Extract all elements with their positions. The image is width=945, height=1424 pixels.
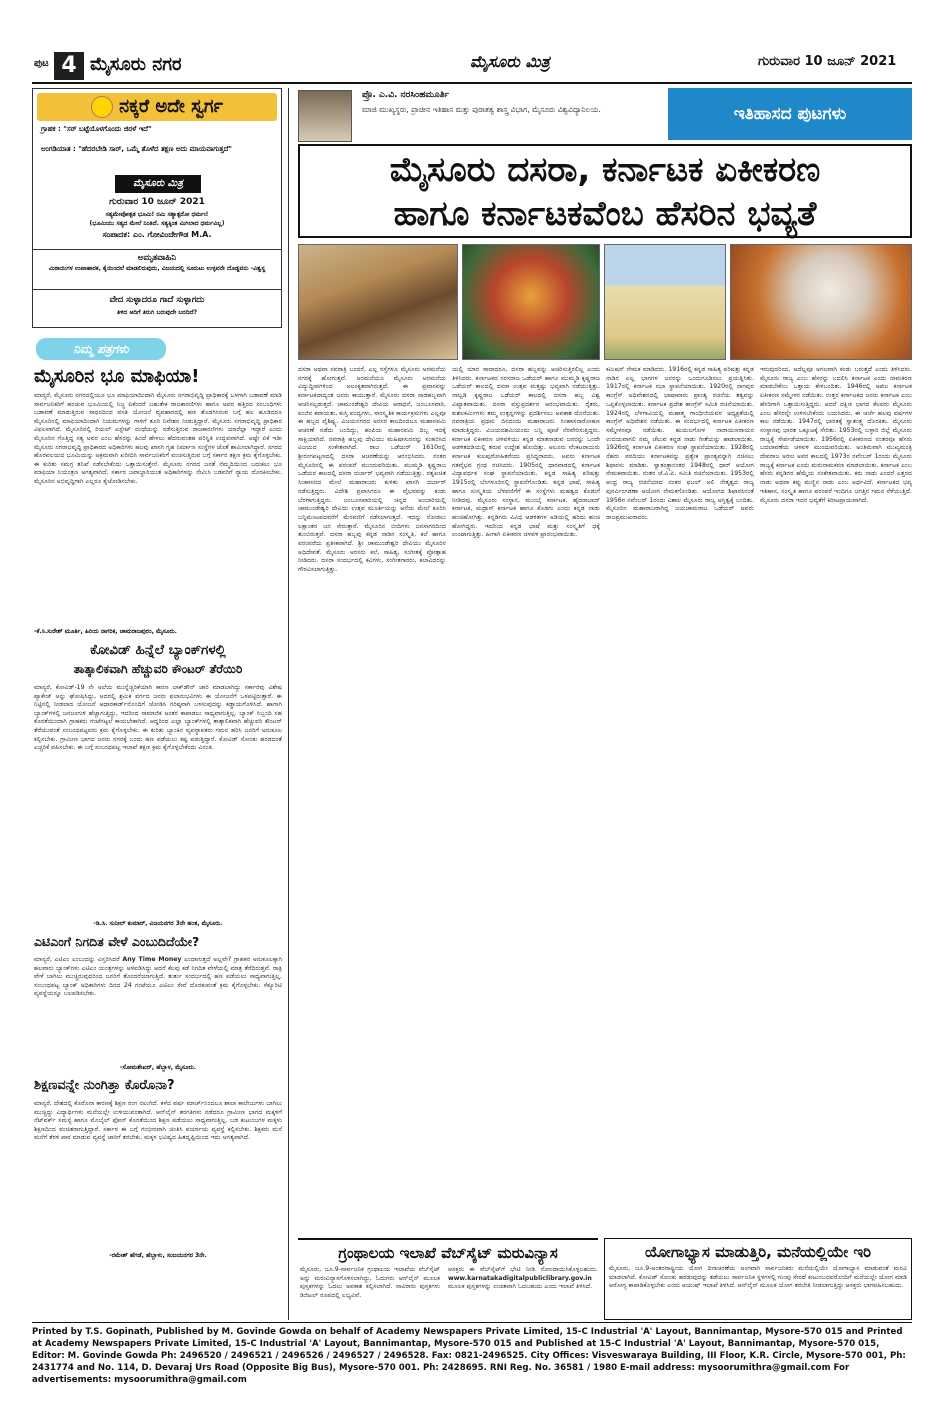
series-banner: ಇತಿಹಾಸದ ಪುಟಗಳು — [668, 88, 912, 140]
masthead: ಮೈಸೂರು ಮಿತ್ರ — [470, 52, 550, 71]
box-divider — [33, 249, 281, 250]
printer-imprint: Printed by T.S. Gopinath, Published by M. Govinde Gowda on behalf of Academy Newspapers Private Limited, 15-C Industrial 'A' Layout, Bannimantap, Mysore-570 015 and Printed at Academy Newspapers Private Limited, 15-C Industrial 'A' Layout, Bannimantap, Mysore-570 015 and Published at 15-C Industrial 'A' Layout, Bannimantap, Mysore-570 015, Editor: M. Govinde Gowda Ph: 2496520 / 2496521 / 2496526 / 2496527 / 2496528. Fax: 0821-2496525. City Offices: Visveswaraya Building, III Floor, K.R. Circle, Mysore-570 001, Ph: 2431774 and No. 114, D. Devaraj Urs Road (Opposite Big Bus), Mysore-570 001. Ph: 2428695. RNI Reg. No. 36581 / 1980 E-mail address: mysoorumithra@gmail.com For advertisements: mysoorumithra@gmail.com — [32, 1327, 906, 1385]
letter3-phrase: Any Time Money — [122, 956, 182, 963]
author-desc: ಮಾಜಿ ಮುಖ್ಯಸ್ಥರು, ಪ್ರಾಚೀನ ಇತಿಹಾಸ ಮತ್ತು ಪುರಾತತ್ವ ಶಾಸ್ತ್ರ ವಿಭಾಗ, ಮೈಸೂರು ವಿಶ್ವವಿದ್ಯಾನಿಲಯ. — [362, 105, 601, 114]
author-name: ಪ್ರೊ. ಎ.ವಿ. ನರಸಿಂಹಮೂರ್ತಿ — [362, 90, 450, 100]
article-column-2: ಯಲ್ಲಿ ಯಾರ ಸಾವಾದರೂ, ದಸರಾ ಹಬ್ಬವನ್ನು ಆಚರಿಸುತ್ತಿರಲಿಲ್ಲ ಎಂದು ತಿಳಿಸಿದರು. ಕರ್ನಾಟಕದ ಸರಸರಾಜ ಒಡೆಯರ್ ಹಾಗೂ ಮುಮ್ಮಡಿ ಕೃಷ್ಣರಾಜ ಒಡೆಯರ್ ಕಾಲದಲ್ಲಿ ದಸರಾ ಉತ್ಸವ ಮತ್ತಷ್ಟು ಭವ್ಯವಾಗಿ ನಡೆಯುತ್ತಿತ್ತು. ನಾಲ್ವಡಿ ಕೃಷ್ಣರಾಜ ಒಡೆಯರ್ ಕಾಲದಲ್ಲಿ ದಸರಾ ಹಬ್ಬ ವಿಶ್ವ ವಿಖ್ಯಾತವಾಯಿತು. ದಸರಾ ವಸ್ತುಪ್ರದರ್ಶನ ಆರಂಭವಾಯಿತು. ರೈತರು, ಕುಶಲಕರ್ಮಿಗಳು ತಮ್ಮ ಉತ್ಪನ್ನಗಳನ್ನು ಪ್ರದರ್ಶಿಸಲು ಅವಕಾಶ ದೊರೆಯಿತು. ನವರಾತ್ರಿಯ ಪ್ರಥಮ ದಿನದಂದು ಮಹಾರಾಜರು ಸಿಂಹಾಸನಾರೋಹಣ ಮಾಡುತ್ತಿದ್ದರು. ವಿಜಯದಶಮಿಯಂದು ಬನ್ನಿ ಪೂಜೆ ನೆರವೇರಿಸುತ್ತಿದ್ದರು. ಕರ್ನಾಟಕ ಏಕೀಕರಣ ಚಳವಳಿಯು ಕನ್ನಡ ಮಾತನಾಡುವ ಜನರನ್ನು ಒಂದೇ ಆಡಳಿತದಡಿಯಲ್ಲಿ ತರುವ ಉದ್ದೇಶ ಹೊಂದಿತ್ತು. ಆಲೂರು ವೆಂಕಟರಾಯರು ಕರ್ನಾಟಕ ಕುಲಪುರೋಹಿತರೆಂದು ಪ್ರಸಿದ್ಧರಾದರು. ಅವರು ಕರ್ನಾಟಕ ಗತವೈಭವ ಗ್ರಂಥ ರಚಿಸಿದರು. 1905ರಲ್ಲಿ ಧಾರವಾಡದಲ್ಲಿ ಕರ್ನಾಟಕ ವಿದ್ಯಾವರ್ಧಕ ಸಂಘ ಸ್ಥಾಪನೆಯಾಯಿತು. ಕನ್ನಡ ಸಾಹಿತ್ಯ ಪರಿಷತ್ತು 1915ರಲ್ಲಿ ಬೆಂಗಳೂರಿನಲ್ಲಿ ಸ್ಥಾಪನೆಗೊಂಡಿತು. ಕನ್ನಡ ಭಾಷೆ, ಸಾಹಿತ್ಯ ಹಾಗೂ ಸಂಸ್ಕೃತಿಯ ಬೆಳವಣಿಗೆಗೆ ಈ ಸಂಸ್ಥೆಗಳು ಮಹತ್ವದ ಕೊಡುಗೆ ನೀಡಿದವು. ಮೈಸೂರು ಸಂಸ್ಥಾನ, ಮುಂಬೈ ಕರ್ನಾಟಕ, ಹೈದರಾಬಾದ್ ಕರ್ನಾಟಕ, ಮದ್ರಾಸ್ ಕರ್ನಾಟಕ ಹಾಗೂ ಕೊಡಗು ಎಂದು ಕನ್ನಡ ನಾಡು ಹಂಚಿಹೋಗಿತ್ತು. ಕನ್ನಡಿಗರು ವಿವಿಧ ಆಡಳಿತಗಳ ಅಡಿಯಲ್ಲಿ ಹರಿದು ಹಂಚಿ ಹೋಗಿದ್ದರು. ಇದರಿಂದ ಕನ್ನಡ ಭಾಷೆ ಮತ್ತು ಸಂಸ್ಕೃತಿಗೆ ಧಕ್ಕೆ ಉಂಟಾಗುತ್ತಿತ್ತು. ಹೀಗಾಗಿ ಏಕೀಕರಣ ಚಳವಳಿ ಪ್ರಾರಂಭವಾಯಿತು. — [452, 366, 600, 539]
issue-date: ಗುರುವಾರ 10 ಜೂನ್ 2021 — [758, 54, 897, 69]
column-divider — [288, 88, 289, 1320]
article-column-1: ದಸರಾ ಅಥವಾ ನವರಾತ್ರಿ ಬಂದರೆ, ಎಲ್ಲ ರಸ್ತೆಗಳೂ ಮೈಸೂರು ಅರಮನೆಯ ನಗರಕ್ಕೆ ಹೋಗುತ್ತವೆ. ಅರಮನೆಯೂ ಮೈಸೂರು ಅರಮನೆಯ ವಿದ್ಯುದ್ದೀಪಗಳಿಂದ ಅಲಂಕೃತವಾಗಿರುತ್ತದೆ. ಈ ಪ್ರವಾಸವನ್ನು ಕರ್ನಾಟಕದಾದ್ಯಂತ ಜನರು ಕಾಯುತ್ತಾರೆ. ಮೈಸೂರು ದಸರಾ ನಾಡಹಬ್ಬವಾಗಿ ಆಚರಿಸಲ್ಪಡುತ್ತದೆ. ಚಾಮುಂಡೇಶ್ವರಿ ದೇವಿಯ ಆರಾಧನೆ, ಜಂಬೂಸವಾರಿ, ಪಂಜಿನ ಕವಾಯತು, ಕುಸ್ತಿ ಪಂದ್ಯಗಳು, ಸಾಂಸ್ಕೃತಿಕ ಕಾರ್ಯಕ್ರಮಗಳು ಎಲ್ಲವೂ ಈ ಹಬ್ಬದ ವೈಶಿಷ್ಟ್ಯ. ವಿಜಯನಗರದ ಅರಸರ ಕಾಲದಿಂದಲೂ ಮಹಾನವಮಿ ಆಚರಣೆ ನಡೆದು ಬಂದಿದ್ದು, ಹಂಪಿಯ ಮಹಾನವಮಿ ದಿಬ್ಬ ಇದಕ್ಕೆ ಸಾಕ್ಷಿಯಾಗಿದೆ. ನವರಾತ್ರಿ ಹಬ್ಬವು ದೇವಿಯು ಮಹಿಷಾಸುರನನ್ನು ಸಂಹರಿಸಿದ ವಿಜಯದ ಸಂಕೇತವಾಗಿದೆ. ರಾಜ ಒಡೆಯರ್ 1610ರಲ್ಲಿ ಶ್ರೀರಂಗಪಟ್ಟಣದಲ್ಲಿ ದಸರಾ ಆಚರಣೆಯನ್ನು ಆರಂಭಿಸಿದರು. ನಂತರ ಮೈಸೂರಿನಲ್ಲಿ ಈ ಪರಂಪರೆ ಮುಂದುವರಿಯಿತು. ಮುಮ್ಮಡಿ ಕೃಷ್ಣರಾಜ ಒಡೆಯರ ಕಾಲದಲ್ಲಿ ದಸರಾ ದರ್ಬಾರ್ ಭವ್ಯವಾಗಿ ನಡೆಯುತ್ತಿತ್ತು. ರತ್ನಖಚಿತ ಸಿಂಹಾಸನದ ಮೇಲೆ ಮಹಾರಾಜರು ಕುಳಿತು ಖಾಸಗಿ ದರ್ಬಾರ್ ನಡೆಸುತ್ತಿದ್ದರು. ವಿದೇಶಿ ಪ್ರವಾಸಿಗರೂ ಈ ವೈಭವವನ್ನು ಕಂಡು ಬೆರಗಾಗುತ್ತಿದ್ದರು. ಜಂಬೂಸವಾರಿಯಲ್ಲಿ ಚಿನ್ನದ ಅಂಬಾರಿಯಲ್ಲಿ ಚಾಮುಂಡೇಶ್ವರಿ ದೇವಿಯ ಉತ್ಸವ ಮೂರ್ತಿಯನ್ನು ಆನೆಯ ಮೇಲೆ ಕೂರಿಸಿ ಬನ್ನಿಮಂಟಪದವರೆಗೆ ಮೆರವಣಿಗೆ ನಡೆಸಲಾಗುತ್ತದೆ. ಇದನ್ನು ನೋಡಲು ಲಕ್ಷಾಂತರ ಜನ ಸೇರುತ್ತಾರೆ. ಮೈಸೂರಿನ ಬೀದಿಗಳು ಜನಸಾಗರದಿಂದ ತುಂಬಿರುತ್ತವೆ. ದಸರಾ ಹಬ್ಬವು ಕನ್ನಡ ನಾಡಿನ ಸಂಸ್ಕೃತಿ, ಕಲೆ ಹಾಗೂ ಪರಂಪರೆಯ ಪ್ರತೀಕವಾಗಿದೆ. ಶ್ರೀ ಚಾಮುಂಡೇಶ್ವರಿ ದೇವಿಯು ಮೈಸೂರಿನ ಅಧಿದೇವತೆ. ಮೈಸೂರು ಅರಸರು ಕಲೆ, ಸಾಹಿತ್ಯ, ಸಂಗೀತಕ್ಕೆ ಪ್ರೋತ್ಸಾಹ ನೀಡಿದರು. ದಸರಾ ಸಂದರ್ಭದಲ್ಲಿ ಕವಿಗಳು, ಸಂಗೀತಗಾರರು, ಕಲಾವಿದರನ್ನು ಗೌರವಿಸಲಾಗುತ್ತಿತ್ತು. — [298, 366, 446, 574]
letter4-body: ಮಾನ್ಯರೆ, ದೇಶದಲ್ಲಿ ಕೊರೊನಾ ಕಾರಣಕ್ಕೆ ಶಿಕ್ಷಣ ರಂಗ ನಲುಗಿದೆ. ಕಳೆದ ವರ್ಷ ಮಾರ್ಚ್‌ನಿಂದಲೂ ಶಾಲಾ ಕಾಲೇಜುಗಳು ಬಾಗಿಲು ಮುಚ್ಚಿದ್ದು ವಿದ್ಯಾರ್ಥಿಗಳು ಮನೆಯಲ್ಲೇ ಉಳಿಯುವಂತಾಗಿದೆ. ಆನ್‌ಲೈನ್ ತರಗತಿಗಳು ನಡೆದರೂ ಗ್ರಾಮೀಣ ಭಾಗದ ಮಕ್ಕಳಿಗೆ ನೆಟ್‌ವರ್ಕ್ ಸಮಸ್ಯೆ ಹಾಗೂ ಮೊಬೈಲ್ ಫೋನ್ ಕೊರತೆಯಿಂದ ಶಿಕ್ಷಣ ಪಡೆಯಲು ಸಾಧ್ಯವಾಗುತ್ತಿಲ್ಲ. ಬಡ ಕುಟುಂಬಗಳ ಮಕ್ಕಳು ಶಿಕ್ಷಣದಿಂದ ವಂಚಿತರಾಗುತ್ತಿದ್ದಾರೆ. ಸರ್ಕಾರ ಈ ಬಗ್ಗೆ ಗಂಭೀರವಾಗಿ ಚಿಂತಿಸಿ ಪರ್ಯಾಯ ವ್ಯವಸ್ಥೆ ಕಲ್ಪಿಸಬೇಕು. ಶಿಕ್ಷಕರು ಮನೆ ಮನೆಗೆ ತೆರಳಿ ಪಾಠ ಮಾಡುವ ವ್ಯವಸ್ಥೆ ಜಾರಿಗೆ ತರಬೇಕು. ಮಕ್ಕಳ ಭವಿಷ್ಯದ ಹಿತದೃಷ್ಟಿಯಿಂದ ಇದು ಅಗತ್ಯವಾಗಿದೆ. — [34, 1100, 282, 1142]
motto-line-2: (ಭೂಮಿಯು ಸತ್ಯದ ಮೇಲೆ ನಿಂತಿದೆ. ಸತ್ಯಕ್ಕಿಂತ ಮಿಗಿಲಾದ ಧರ್ಮವಿಲ್ಲ) — [89, 220, 225, 227]
letter4-signature: -ರಮೇಶ್ ಹೆಗಡೆ, ಹೆಬ್ಬಾಳು, ಸಂಜಯನಗರ 3ನೇ. — [109, 1252, 207, 1259]
page-label: ಪುಟ — [34, 58, 49, 69]
author-photo — [298, 90, 352, 142]
nakkare-banner — [37, 93, 277, 121]
amrutha-title: ಅಮೃತವಾಹಿನಿ — [137, 253, 177, 263]
library-headline: ಗ್ರಂಥಾಲಯ ಇಲಾಖೆ ವೆಬ್‌ಸೈಟ್ ಮರುವಿನ್ಯಾಸ — [338, 1244, 558, 1262]
library-url: www.karnatakadigitalpubliclibrary.gov.in — [448, 1274, 592, 1282]
date-small: ಗುರುವಾರ 10 ಜೂನ್ 2021 — [109, 197, 205, 207]
header-divider — [32, 82, 912, 84]
motto-line-1: ಸತ್ಯಮೇವೋತ್ಪತ ಭೂಮಿ! ನಮಿ ಸತ್ಯಾತ್ಪರೋ ಧರ್ಮಃ! — [105, 211, 209, 218]
quote-head: ವೇದ ಸುಳ್ಳಾದರೂ ಗಾದೆ ಸುಳ್ಳಾಗದು — [109, 295, 205, 305]
amrutha-text: ಮಿಠಾಯಿಗಳ ಉಪಾಹಾರಕ, ಕೈಯಿಂದಲೆ ಮಾಡಲಿರುವುದು, ವಿಜಯದಲ್ಲಿ ಸೂರುಟು ಉಳ್ಳವನೇ ದೊಡ್ಡವನು -ವಿಶ್ವಸ್ಥ — [48, 265, 266, 272]
letter2-headline-1: ಕೋವಿಡ್ ಹಿನ್ನೆಲೆ ಬ್ಯಾಂಕ್‌ಗಳಲ್ಲಿ — [90, 642, 226, 658]
letter1-headline: ಮೈಸೂರಿನ ಭೂ ಮಾಫಿಯಾ! — [34, 366, 200, 387]
letters-banner: ನಿಮ್ಮ ಪತ್ರಗಳು — [36, 338, 166, 360]
joke-line-1: ಗ್ರಾಹಕ : "ಸರ್ ಬಟ್ಟೆಯೊಳಗೊಂದು ಜಿರಳೆ ಇದೆ" — [41, 125, 152, 133]
letter1-signature: -ಕೆ.ಸಿ.ಸುರೇಶ್ ಮೂರ್ತಿ, ಹಿರಿಯ ನಾಗರಿಕ, ಚಾಮರಾಜಪುರಂ, ಮೈಸೂರು. — [34, 628, 177, 635]
laughing-face-icon — [91, 96, 113, 118]
letter2-headline-2: ತಾತ್ಕಾಲಿಕವಾಗಿ ಹೆಚ್ಚುವರಿ ಕೌಂಟರ್ ತೆರೆಯಿರಿ — [73, 662, 243, 676]
letter2-signature: -ಡಿ.ಸಿ. ಸುನೀಲ್ ಕುಮಾರ್, ವಿಜಯನಗರ 3ನೇ ಹಂತ, ಮೈಸೂರು. — [93, 920, 223, 927]
letter3-headline: ಎಟಿಎಂಗೆ ನಿಗದಿತ ವೇಳೆ ಎಂಬುದಿದೆಯೇ? — [34, 934, 200, 949]
section-title: ಮೈಸೂರು ನಗರ — [90, 54, 182, 75]
photo-goddess-idol — [462, 244, 600, 360]
library-body-2: ಆಸಕ್ತರು ಈ ವೆಬ್‌ಸೈಟ್‌ಗೆ ಭೇಟಿ ನೀಡಿ ನೋಂದಾಯಿಸಿಕೊಳ್ಳಬಹುದು. www.karnatakadigitalpubliclibrary.gov.in ಮೂಲಕ ಪುಸ್ತಕಗಳನ್ನು ಉಚಿತವಾಗಿ ಓದಬಹುದು ಎಂದು ಇಲಾಖೆ ತಿಳಿಸಿದೆ. — [448, 1266, 598, 1291]
letter1-body: ಮಾನ್ಯರೆ, ಮೈಸೂರು ನಗರದಲ್ಲಿಯೂ ಭೂ ಮಾಫಿಯಾದಿಂದಾಗಿ ಮೈಸೂರು ನಗರಾಭಿವೃದ್ಧಿ ಪ್ರಾಧಿಕಾರಕ್ಕೆ ಒಳಗಾಗಿ ಬಡಾವಣೆ ಮಾಡಿ ಸಾರ್ವಜನಿಕರಿಗೆ ಹಂಚುವ ಭೂಮಿಯಲ್ಲಿ ನಿಜ್ಜ ಏಕೆಂದರೆ ಬಹುತೇಕ ರಾಜಕಾರಣಿಗಳು ಹಾಗೂ ಅವರ ಹತ್ತಿರದ ಸಂಬಂಧಿಗಳು ಬಡಾವಣೆ ಮಾಡುತ್ತಿರುವ ಸಾಧನದಿಂದ ವಸತಿ ಯೋಜನೆ ವ್ಯವಹಾರದಲ್ಲಿ ಹಣ ತೊಡಗಿಸಿರುವ ಬಗ್ಗೆ ಹಲ ಹೂಡಿದರೂ ಮೈಸೂರಿನಲ್ಲಿ ಮಾಫಿಯಾದಿಂದಾಗಿ ನಿಯಮಗಳನ್ನು ಗಾಳಿಗೆ ತೂರಿ ನಿವೇಶನ ನೀಡುತ್ತಿದ್ದಾರೆ. ಮೈಸೂರು ನಗರಾಭಿವೃದ್ಧಿ ಪ್ರಾಧಿಕಾರ ವಿಫಲವಾಗಿದೆ. ಮೈಸೂರಿನಲ್ಲಿ ರಿಯಲ್ ಎಸ್ಟೇಟ್ ದಂಧೆಯನ್ನು ನಡೆಸುತ್ತಿರುವ ರಾಜಕಾರಣಿಗಳು ಯಾರೆಲ್ಲಾ ಇದ್ದಾರೆ ಎಂದು ಮೈಸೂರಿನ ಗೊತ್ತಿದ್ದ ಸತ್ಯ ಅವರ ಎಂಬ ಹೆಸರನ್ನು ಹಿಂದೆ ಹೇಳಲು ಹೆದರುವಂತಹ ಪರಿಸ್ಥಿತಿ ಉದ್ಭವವಾಗಿದೆ. ಅಷ್ಟೇ ಏಕೆ ಇಡೀ ಮೈಸೂರು ನಗರಾಭಿವೃದ್ಧಿ ಪ್ರಾಧಿಕಾರದ ಅಧಿಕಾರಿಗಳು ಹಲವು ಖಾಸಗಿ ಗೃಹ ನಿರ್ಮಾಣ ಸಂಸ್ಥೆಗಳ ಜೊತೆ ಶಾಮೀಲಾಗಿದ್ದಾರೆ. ನಗರದ ಹೊರವಲಯದ ಭೂಮಿಯನ್ನು ಅಕ್ರಮವಾಗಿ ಖರೀದಿಸಿ ಸಾರ್ವಜನಿಕರಿಗೆ ವಂಚಿಸುತ್ತಿರುವ ಬಗ್ಗೆ ಸರ್ಕಾರ ತಕ್ಷಣ ಕ್ರಮ ಕೈಗೊಳ್ಳಬೇಕು. ಈ ಕುರಿತು ಸಮಗ್ರ ತನಿಖೆ ನಡೆಸಬೇಕೆಂದು ಒತ್ತಾಯಿಸುತ್ತೇನೆ. ಮೈಸೂರು ನಗರದ ಜನತೆ ನೆಮ್ಮದಿಯಿಂದ ಬದುಕಲು ಭೂ ಮಾಫಿಯಾ ನಿಯಂತ್ರಣ ಅಗತ್ಯವಾಗಿದೆ. ಸರ್ಕಾರ ಜವಾಬ್ದಾರಿಯುತ ಅಧಿಕಾರಿಗಳನ್ನು ನೇಮಿಸಿ ಬಡವರಿಗೆ ನ್ಯಾಯ ದೊರಕಿಸಬೇಕು. ಮೈಸೂರಿನ ಅಭಿವೃದ್ಧಿಗಾಗಿ ಎಲ್ಲರೂ ಕೈಜೋಡಿಸಬೇಕು. — [34, 392, 282, 485]
page-number: 4 — [54, 52, 84, 80]
editor-name: ಸಂಪಾದಕ: ಎಂ. ಗೋವಿಂದೇಗೌಡ M.A. — [102, 230, 212, 239]
letter3-body: ಮಾನ್ಯರೆ, ಎಟಿಎಂ ಎಂಬುದನ್ನು ವಿಸ್ತರಿಸಿದರೆ Any Time Money ಎಂದಾಗುತ್ತದೆ ಅಲ್ಲವೇ? ಗ್ರಾಹಕರ ಅನುಕೂಲಕ್ಕಾಗಿ ಹಲವಾರು ಬ್ಯಾಂಕ್‌ಗಳು ಎಟಿಎಂ ಯಂತ್ರಗಳನ್ನು ಅಳವಡಿಸಿದ್ದು ಆದರೆ ಕೆಲವು ಕಡೆ ನಿಗದಿತ ವೇಳೆಯಲ್ಲಿ ಮಾತ್ರ ತೆರೆದಿರುತ್ತವೆ. ರಾತ್ರಿ ವೇಳೆ ಬಾಗಿಲು ಮುಚ್ಚಿರುವುದರಿಂದ ಜನರಿಗೆ ತೊಂದರೆಯಾಗುತ್ತಿದೆ. ತುರ್ತು ಸಂದರ್ಭದಲ್ಲಿ ಹಣ ಪಡೆಯಲು ಸಾಧ್ಯವಾಗುತ್ತಿಲ್ಲ. ಸಂಬಂಧಪಟ್ಟ ಬ್ಯಾಂಕ್ ಅಧಿಕಾರಿಗಳು ದಿನದ 24 ಗಂಟೆಯೂ ಎಟಿಎಂ ಸೇವೆ ದೊರಕುವಂತೆ ಕ್ರಮ ಕೈಗೊಳ್ಳಬೇಕು. ಸೆಕ್ಯೂರಿಟಿ ವ್ಯವಸ್ಥೆಯನ್ನೂ ಬಲಪಡಿಸಬೇಕು. — [34, 956, 282, 998]
box-divider — [33, 289, 281, 290]
photo-heritage-building — [604, 244, 726, 360]
letter4-headline: ಶಿಕ್ಷಣವನ್ನೇ ನುಂಗಿತ್ತಾ ಕೊರೊನಾ? — [34, 1078, 175, 1093]
letter3-signature: -ಸೋಮಶೇಖರ್, ಹೆಬ್ಬಾಳ, ಮೈಸೂರು. — [119, 1064, 197, 1071]
quote-sub: ತಿಳಿದ ಆದಿಗೆ ತಿರುಗಿ ಬರುವುದೇ ಬರದಿದೆ? — [116, 309, 198, 316]
letter2-body: ಮಾನ್ಯರೆ, ಕೋವಿಡ್-19 ನೇ ಅಲೆಯ ಮುನ್ನೆಚ್ಚರಿಕೆಯಾಗಿ ಕಾರಣ ಲಾಕ್‌ಡೌನ್ ಜಾರಿ ಮಾಡಲಾಗಿದ್ದು ಸರ್ಕಾರವು ವಿಶೇಷ ಪ್ಯಾಕೇಜ್ ಅನ್ನು ಘೋಷಿಸಿದ್ದು, ಅದರಲ್ಲಿ ಶ್ರಮಿಕ ವರ್ಗದ ಜನರು ಫಲಾನುಭವಿಗಳು ಈ ಯೋಜನೆಗೆ ಒಳಪಟ್ಟಿರುತ್ತಾರೆ. ಈ ನಿಟ್ಟಿನಲ್ಲಿ ನೀಡಲಾದ ಯೋಜನೆ ಆಧಾರಕಾರ್ಡ್‌ನೊಂದಿಗೆ ಜೋಡಿಸಿ ಗರಿಷ್ಠವಾಗಿ ಬಳಸುವುದನ್ನು ಕಡ್ಡಾಯಗೊಳಿಸಿದೆ. ಹಾಗಾಗಿ ಬ್ಯಾಂಕ್‌ಗಳಲ್ಲಿ ಜನಜಂಗುಳಿ ಹೆಚ್ಚಾಗುತ್ತಿದ್ದು, ಇದರಿಂದ ಸಾಮಾಜಿಕ ಅಂತರ ಕಾಪಾಡಲು ಸಾಧ್ಯವಾಗುತ್ತಿಲ್ಲ. ಬ್ಯಾಂಕ್ ಸಿಬ್ಬಂದಿ ಸಹ ಕೊರತೆಯಿಂದಾಗಿ ಗ್ರಾಹಕರು ಗಂಟೆಗಟ್ಟಲೆ ಕಾಯಬೇಕಾಗಿದೆ. ಆದ್ದರಿಂದ ಎಲ್ಲಾ ಬ್ಯಾಂಕ್‌ಗಳಲ್ಲಿ ತಾತ್ಕಾಲಿಕವಾಗಿ ಹೆಚ್ಚುವರಿ ಕೌಂಟರ್ ತೆರೆಯುವಂತೆ ಸಂಬಂಧಪಟ್ಟವರು ಕ್ರಮ ಕೈಗೊಳ್ಳಬೇಕು. ಈ ಕುರಿತು ಬ್ಯಾಂಕಿನ ವ್ಯವಸ್ಥಾಪಕರು ಗಮನ ಹರಿಸಿ ಜನರಿಗೆ ಅನುಕೂಲ ಕಲ್ಪಿಸಬೇಕು. ಗ್ರಾಮೀಣ ಭಾಗದ ಜನರು ನಗರಕ್ಕೆ ಬಂದು ಹಣ ಪಡೆಯಲು ಕಷ್ಟ ಪಡುತ್ತಿದ್ದಾರೆ. ಕೋವಿಡ್ ಸೋಂಕು ಹರಡದಂತೆ ಎಚ್ಚರಿಕೆ ವಹಿಸಬೇಕು. ಈ ಬಗ್ಗೆ ಸಂಬಂಧಪಟ್ಟ ಇಲಾಖೆ ತಕ್ಷಣ ಕ್ರಮ ಕೈಗೊಳ್ಳಬೇಕೆಂದು ವಿನಂತಿ. — [34, 684, 282, 752]
main-headline-line-2: ಹಾಗೂ ಕರ್ನಾಟಕವೆಂಬ ಹೆಸರಿನ ಭವ್ಯತೆ — [393, 194, 817, 234]
library-box — [298, 1238, 598, 1320]
joke-line-2: ಅಂಗಡಿಯಾತ : "ಹೆದರಬೇಡಿ ಸಾರ್, ಒಮ್ಮೆ ತೊಳೆದ ತಕ್ಷಣ ಅದು ಮಾಯವಾಗುತ್ತದೆ" — [41, 145, 233, 153]
photo-dasara-procession — [298, 244, 458, 360]
yoga-box — [604, 1238, 912, 1320]
main-headline — [298, 144, 912, 238]
article-column-3: ಕಮಿಷನ್ ನೇಮಕ ಮಾಡಿದರು. 1916ರಲ್ಲಿ ಕನ್ನಡ ಸಾಹಿತ್ಯ ಪರಿಷತ್ತು ಕನ್ನಡ ನಾಡಿನ ಎಲ್ಲ ಭಾಗಗಳ ಜನರನ್ನು ಒಂದುಗೂಡಿಸಲು ಪ್ರಯತ್ನಿಸಿತು. 1917ರಲ್ಲಿ ಕರ್ನಾಟಕ ಸಭಾ ಸ್ಥಾಪನೆಯಾಯಿತು. 1920ರಲ್ಲಿ ನಾಗಪುರ ಕಾಂಗ್ರೆಸ್ ಅಧಿವೇಶನದಲ್ಲಿ ಭಾಷಾವಾರು ಪ್ರಾಂತ್ಯ ರಚನೆಯ ತತ್ವವನ್ನು ಒಪ್ಪಿಕೊಳ್ಳಲಾಯಿತು. ಕರ್ನಾಟಕ ಪ್ರದೇಶ ಕಾಂಗ್ರೆಸ್ ಸಮಿತಿ ರಚನೆಯಾಯಿತು. 1924ರಲ್ಲಿ ಬೆಳಗಾವಿಯಲ್ಲಿ ಮಹಾತ್ಮ ಗಾಂಧೀಜಿಯವರ ಅಧ್ಯಕ್ಷತೆಯಲ್ಲಿ ಕಾಂಗ್ರೆಸ್ ಅಧಿವೇಶನ ನಡೆಯಿತು. ಈ ಸಂದರ್ಭದಲ್ಲಿ ಕರ್ನಾಟಕ ಏಕೀಕರಣ ಸಮ್ಮೇಳನವೂ ನಡೆಯಿತು. ಹುಯಿಲಗೋಳ ನಾರಾಯಣರಾಯರ ಉದಯವಾಗಲಿ ನಮ್ಮ ಚೆಲುವ ಕನ್ನಡ ನಾಡು ಗೀತೆಯನ್ನು ಹಾಡಲಾಯಿತು. 1926ರಲ್ಲಿ ಕರ್ನಾಟಕ ಏಕೀಕರಣ ಸಂಘ ಸ್ಥಾಪನೆಯಾಯಿತು. 1928ರಲ್ಲಿ ನೆಹರು ವರದಿಯು ಕರ್ನಾಟಕವನ್ನು ಪ್ರತ್ಯೇಕ ಪ್ರಾಂತ್ಯವನ್ನಾಗಿ ರಚಿಸಲು ಶಿಫಾರಸು ಮಾಡಿತು. ಸ್ವಾತಂತ್ರ್ಯಾನಂತರ 1948ರಲ್ಲಿ ಧಾರ್ ಆಯೋಗ ನೇಮಕವಾಯಿತು. ನಂತರ ಜೆ.ವಿ.ಪಿ. ಸಮಿತಿ ರಚನೆಯಾಯಿತು. 1953ರಲ್ಲಿ ಆಂಧ್ರ ರಾಜ್ಯ ರಚನೆಯಾದ ನಂತರ ಫಜಲ್ ಅಲಿ ನೇತೃತ್ವದ ರಾಜ್ಯ ಪುನರ್ವಿಂಗಡಣಾ ಆಯೋಗ ನೇಮಕಗೊಂಡಿತು. ಆಯೋಗದ ಶಿಫಾರಸಿನಂತೆ 1956ರ ನವೆಂಬರ್ 1ರಂದು ವಿಶಾಲ ಮೈಸೂರು ರಾಜ್ಯ ಅಸ್ತಿತ್ವಕ್ಕೆ ಬಂದಿತು. ಮೈಸೂರಿನ ಮಹಾರಾಜರಾಗಿದ್ದ ಜಯಚಾಮರಾಜ ಒಡೆಯರ್ ಅವರು ರಾಜಪ್ರಮುಖರಾದರು. — [606, 366, 754, 521]
photo-elder-portrait — [730, 244, 912, 360]
masthead-small: ಮೈಸೂರು ಮಿತ್ರ — [115, 175, 201, 193]
article-column-4: ಇರುವುದರಿಂದ, ಅದೆಲ್ಲವೂ ಅಗಲವಾಗಿ ಕಂಡು ಬರುತ್ತದೆ ಎಂದು ತಿಳಿಸಿದರು. ಮೈಸೂರು ರಾಜ್ಯ ಎಂಬ ಹೆಸರನ್ನು ಬದಲಿಸಿ ಕರ್ನಾಟಕ ಎಂದು ನಾಮಕರಣ ಮಾಡಬೇಕೆಂಬ ಒತ್ತಾಯ ಕೇಳಿಬಂದಿತು. 1946ರಲ್ಲಿ ಅಖಿಲ ಕರ್ನಾಟಕ ಏಕೀಕರಣ ಸಮ್ಮೇಳನ ನಡೆಯಿತು. ಉತ್ತರ ಕರ್ನಾಟಕದ ಜನರು ಕರ್ನಾಟಕ ಎಂಬ ಹೆಸರಿಗಾಗಿ ಒತ್ತಾಯಿಸುತ್ತಿದ್ದರು. ಆದರೆ ದಕ್ಷಿಣ ಭಾಗದ ಕೆಲವರು ಮೈಸೂರು ಎಂಬ ಹೆಸರನ್ನೇ ಉಳಿಸಬೇಕೆಂದು ಬಯಸಿದರು. ಈ ಚರ್ಚೆ ಹಲವು ವರ್ಷಗಳ ಕಾಲ ನಡೆಯಿತು. 1947ರಲ್ಲಿ ಭಾರತಕ್ಕೆ ಸ್ವಾತಂತ್ರ್ಯ ದೊರಕಿತು. ಮೈಸೂರು ಸಂಸ್ಥಾನವು ಭಾರತ ಒಕ್ಕೂಟಕ್ಕೆ ಸೇರಿತು. 1953ರಲ್ಲಿ ಬಳ್ಳಾರಿ ಜಿಲ್ಲೆ ಮೈಸೂರು ರಾಜ್ಯಕ್ಕೆ ಸೇರ್ಪಡೆಯಾಯಿತು. 1956ರಲ್ಲಿ ಏಕೀಕರಣದ ನಂತರವೂ ಹೆಸರು ಬದಲಾವಣೆಯ ಚಳವಳಿ ಮುಂದುವರಿಯಿತು. ಅಂತಿಮವಾಗಿ ಮುಖ್ಯಮಂತ್ರಿ ದೇವರಾಜ ಅರಸು ಅವರ ಕಾಲದಲ್ಲಿ 1973ರ ನವೆಂಬರ್ 1ರಂದು ಮೈಸೂರು ರಾಜ್ಯಕ್ಕೆ ಕರ್ನಾಟಕ ಎಂದು ಮರುನಾಮಕರಣ ಮಾಡಲಾಯಿತು. ಕರ್ನಾಟಕ ಎಂಬ ಹೆಸರು ಕನ್ನಡಿಗರ ಹೆಮ್ಮೆಯ ಸಂಕೇತವಾಯಿತು. ಕರು ನಾಡು ಎಂದರೆ ಎತ್ತರದ ನಾಡು ಅಥವಾ ಕಪ್ಪು ಮಣ್ಣಿನ ನಾಡು ಎಂಬ ಅರ್ಥವಿದೆ. ಕರ್ನಾಟಕದ ಭವ್ಯ ಇತಿಹಾಸ, ಸಂಸ್ಕೃತಿ ಹಾಗೂ ಪರಂಪರೆ ಇಂದಿಗೂ ಜಗತ್ತಿನ ಗಮನ ಸೆಳೆಯುತ್ತಿದೆ. ಮೈಸೂರು ದಸರಾ ಇದರ ಭವ್ಯತೆಗೆ ಕಿರೀಟಪ್ರಾಯವಾಗಿದೆ. — [760, 366, 912, 504]
nakkare-title: ನಕ್ಕರೆ ಅದೇ ಸ್ವರ್ಗ — [119, 96, 223, 117]
footer-divider — [32, 1322, 912, 1323]
library-body-1: ಮೈಸೂರು, ಜೂ.9-ಸಾರ್ವಜನಿಕ ಗ್ರಂಥಾಲಯ ಇಲಾಖೆಯ ವೆಬ್‌ಸೈಟ್ ಅನ್ನು ಮರುವಿನ್ಯಾಸಗೊಳಿಸಲಾಗಿದ್ದು, ಓದುಗರು ಆನ್‌ಲೈನ್ ಮೂಲಕ ಪುಸ್ತಕಗಳನ್ನು ಓದಲು ಅವಕಾಶ ಕಲ್ಪಿಸಲಾಗಿದೆ. ಸಾವಿರಾರು ಪುಸ್ತಕಗಳು ಡಿಜಿಟಲ್ ರೂಪದಲ್ಲಿ ಲಭ್ಯವಿವೆ. — [300, 1266, 440, 1300]
yoga-body: ಮೈಸೂರು, ಜೂ.9-ಅಂತರರಾಷ್ಟ್ರೀಯ ಯೋಗ ದಿನಾಚರಣೆಯ ಅಂಗವಾಗಿ ಸಾರ್ವಜನಿಕರು ಮನೆಯಲ್ಲಿಯೇ ಯೋಗಾಭ್ಯಾಸ ಮಾಡುವಂತೆ ಮನವಿ ಮಾಡಲಾಗಿದೆ. ಕೋವಿಡ್ ಸೋಂಕು ಹರಡುವುದನ್ನು ತಡೆಯಲು ಸಾರ್ವಜನಿಕ ಸ್ಥಳಗಳಲ್ಲಿ ಗುಂಪು ಸೇರದೆ ಕುಟುಂಬದವರೊಂದಿಗೆ ಮನೆಯಲ್ಲೇ ಯೋಗ ಮಾಡಿ ಆರೋಗ್ಯ ಕಾಪಾಡಿಕೊಳ್ಳಬೇಕು ಎಂದು ಆಯುಷ್ ಇಲಾಖೆ ತಿಳಿಸಿದೆ. ಆನ್‌ಲೈನ್ ಮೂಲಕ ಯೋಗ ತರಬೇತಿ ನೀಡಲಾಗುತ್ತಿದ್ದು ಆಸಕ್ತರು ಭಾಗವಹಿಸಬಹುದು. — [609, 1265, 907, 1290]
yoga-headline: ಯೋಗಾಭ್ಯಾಸ ಮಾಡುತ್ತಿರಿ, ಮನೆಯಲ್ಲಿಯೇ ಇರಿ — [644, 1243, 872, 1261]
main-headline-line-1: ಮೈಸೂರು ದಸರಾ, ಕರ್ನಾಟಕ ಏಕೀಕರಣ — [389, 150, 821, 190]
editorial-box — [32, 88, 282, 328]
